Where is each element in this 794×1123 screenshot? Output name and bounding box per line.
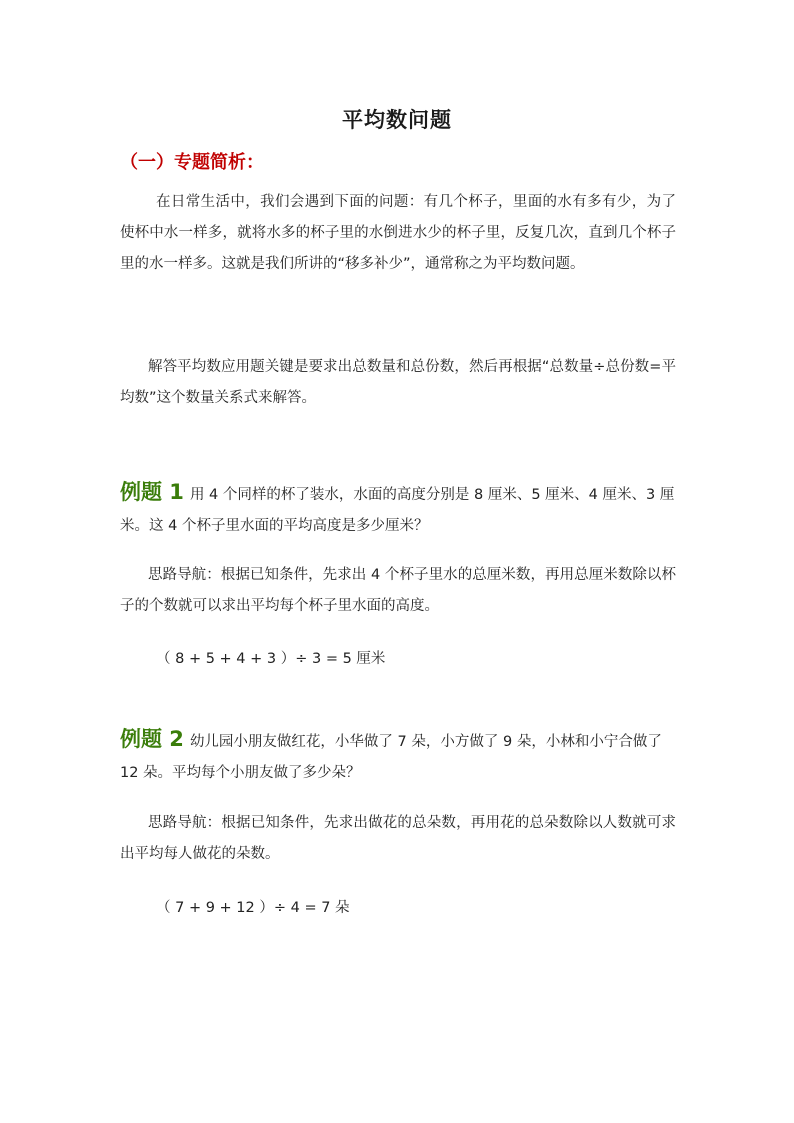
example-2-formula: （ 7 + 9 + 12 ）÷ 4 = 7 朵 [156, 900, 350, 916]
example-2-label: 例题 2 [120, 727, 184, 751]
example-2-text: 幼儿园小朋友做红花，小华做了 7 朵，小方做了 9 朵，小林和小宁合做了 12 朵。平均每个小朋友做了多少朵？ [120, 734, 662, 781]
section-heading: （一）专题简析： [120, 152, 264, 173]
example-1-formula: （ 8 + 5 + 4 + 3 ）÷ 3 = 5 厘米 [156, 651, 386, 667]
page-title: 平均数问题 [342, 108, 452, 132]
example-1-text: 用 4 个同样的杯了装水，水面的高度分别是 8 厘米、5 厘米、4 厘米、3 厘米。这 4 个杯子里水面的平均高度是多少厘米？ [120, 487, 675, 534]
example-1-label: 例题 1 [120, 480, 184, 504]
example-1 [120, 477, 676, 542]
intro-paragraph-2: 解答平均数应用题关键是要求出总数量和总份数，然后再根据“总数量÷总份数=平均数”这个数量关系式来解答。 [120, 359, 676, 406]
example-1-hint: 思路导航：根据已知条件，先求出 4 个杯子里水的总厘米数，再用总厘米数除以杯子的个数就可以求出平均每个杯子里水面的高度。 [120, 567, 676, 614]
example-2-hint: 思路导航：根据已知条件，先求出做花的总朵数，再用花的总朵数除以人数就可求出平均每人做花的朵数。 [120, 815, 676, 862]
intro-paragraph-1: 在日常生活中，我们会遇到下面的问题：有几个杯子，里面的水有多有少，为了使杯中水一样多，就将水多的杯子里的水倒进水少的杯子里，反复几次，直到几个杯子里的水一样多。这就是我们所讲的“移多补少”，通常称之为平均数问题。 [120, 194, 676, 272]
example-2 [120, 724, 676, 789]
